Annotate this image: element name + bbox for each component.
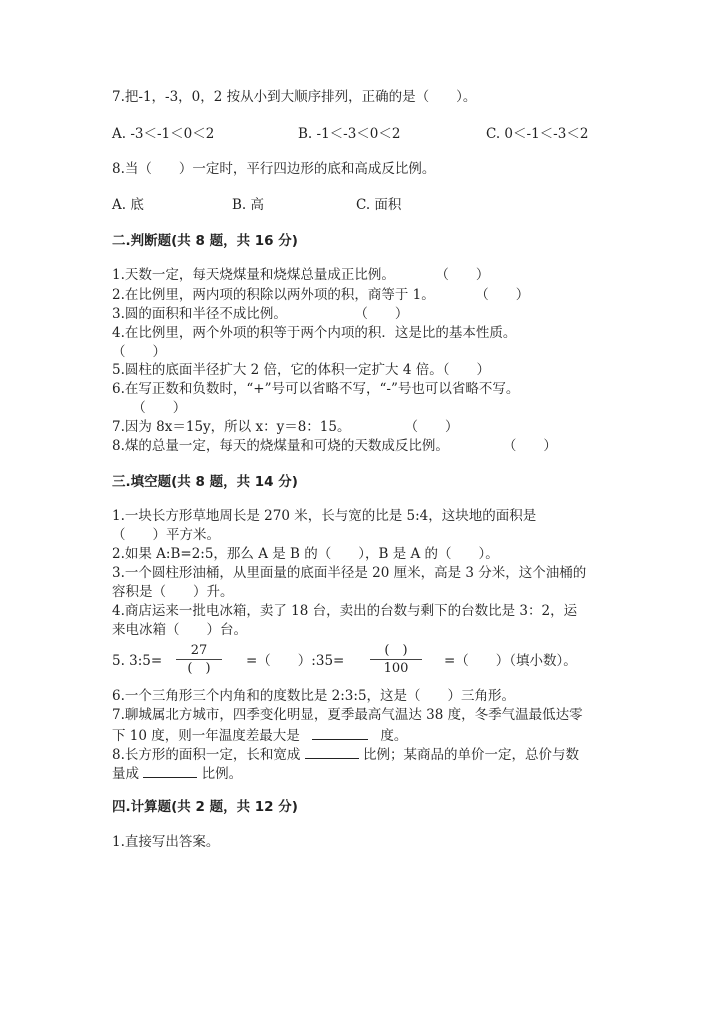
judge-item-1: 1.天数一定，每天烧煤量和烧煤总量成正比例。 （ ）: [112, 267, 490, 283]
fill-item-8-text-c: 量成: [112, 766, 139, 782]
judge-item-7: 7.因为 8x＝15y，所以 x：y＝8：15。 （ ）: [112, 419, 459, 435]
fill-item-6: 6.一个三角形三个内角和的度数比是 2:3:5，这是（ ）三角形。: [112, 688, 516, 704]
section-4-title: 四.计算题(共 2 题，共 12 分): [112, 799, 298, 815]
judge-item-6: 6.在写正数和负数时，“+”号可以省略不写，“-”号也可以省略不写。: [112, 381, 520, 397]
fill-item-1-line2: （ ）平方米。: [112, 527, 220, 543]
fraction-1-numerator: 27: [190, 643, 208, 658]
judge-item-4-bracket: （ ）: [112, 344, 166, 360]
fill-item-8-line1: [112, 744, 579, 764]
fill-item-3-line2: 容积是（ ）升。: [112, 584, 234, 600]
fill-item-8-text-a: 8.长方形的面积一定，长和宽成: [112, 747, 301, 763]
fraction-1-denominator: ( ): [187, 661, 211, 676]
judge-item-6-bracket: （ ）: [112, 400, 187, 416]
answer-blank[interactable]: [312, 725, 368, 740]
fill-item-5-prefix: 5. 3:5=: [112, 653, 163, 669]
q8-option-a: A. 底: [112, 197, 144, 213]
judge-item-2: 2.在比例里，两内项的积除以两外项的积，商等于 1。 （ ）: [112, 287, 530, 303]
judge-item-5: 5.圆柱的底面半径扩大 2 倍，它的体积一定扩大 4 倍。（ ）: [112, 362, 490, 378]
answer-blank[interactable]: [305, 744, 359, 759]
fraction-2-numerator: ( ): [384, 643, 408, 658]
q8-option-b: B. 高: [232, 197, 265, 213]
judge-item-4: 4.在比例里，两个外项的积等于两个内项的积．这是比的基本性质。: [112, 325, 517, 341]
judge-item-3: 3.圆的面积和半径不成比例。 （ ）: [112, 306, 409, 322]
question-7: 7.把-1，-3，0，2 按从小到大顺序排列，正确的是（ ）。: [112, 89, 477, 105]
q8-option-c: C. 面积: [356, 197, 402, 213]
q7-option-c: C. 0＜-1＜-3＜2: [486, 126, 589, 142]
fill-item-5-suffix: =（ ）（填小数）。: [444, 653, 577, 669]
fill-item-7-line2: [112, 725, 407, 745]
fill-item-1-line1: 1.一块长方形草地周长是 270 米，长与宽的比是 5:4，这块地的面积是: [112, 508, 537, 524]
fraction-1: [176, 643, 222, 676]
fill-item-8-line2: [112, 763, 242, 783]
q7-option-a: A. -3＜-1＜0＜2: [112, 126, 215, 142]
fill-item-4-line2: 来电冰箱（ ）台。: [112, 622, 247, 638]
answer-blank[interactable]: [143, 763, 197, 778]
calc-item-1: 1.直接写出答案。: [112, 834, 220, 850]
fill-item-7-unit: 度。: [380, 728, 408, 744]
fill-item-3-line1: 3.一个圆柱形油桶，从里面量的底面半径是 20 厘米，高是 3 分米，这个油桶的: [112, 565, 587, 581]
q7-option-b: B. -1＜-3＜0＜2: [298, 126, 401, 142]
fraction-2-denominator: 100: [383, 661, 409, 676]
fill-item-7-text: 下 10 度，则一年温度差最大是: [112, 728, 300, 744]
section-2-title: 二.判断题(共 8 题，共 16 分): [112, 233, 298, 249]
fraction-2-bar: [370, 659, 422, 660]
fill-item-4-line1: 4.商店运来一批电冰箱，卖了 18 台，卖出的台数与剩下的台数比是 3：2，运: [112, 603, 578, 619]
fraction-1-bar: [176, 659, 222, 660]
fill-item-8-text-b: 比例；某商品的单价一定，总价与数: [362, 747, 579, 763]
fill-item-5-middle: =（ ）:35=: [246, 653, 345, 669]
judge-item-8: 8.煤的总量一定，每天的烧煤量和可烧的天数成反比例。 （ ）: [112, 438, 557, 454]
fill-item-8-text-d: 比例。: [201, 766, 243, 782]
fill-item-7-line1: 7.聊城属北方城市，四季变化明显，夏季最高气温达 38 度，冬季气温最低达零: [112, 707, 583, 723]
question-8: 8.当（ ）一定时，平行四边形的底和高成反比例。: [112, 161, 436, 177]
fill-item-2: 2.如果 A:B=2:5，那么 A 是 B 的（ ），B 是 A 的（ ）。: [112, 546, 499, 562]
fraction-2: [370, 643, 422, 676]
section-3-title: 三.填空题(共 8 题，共 14 分): [112, 474, 298, 490]
